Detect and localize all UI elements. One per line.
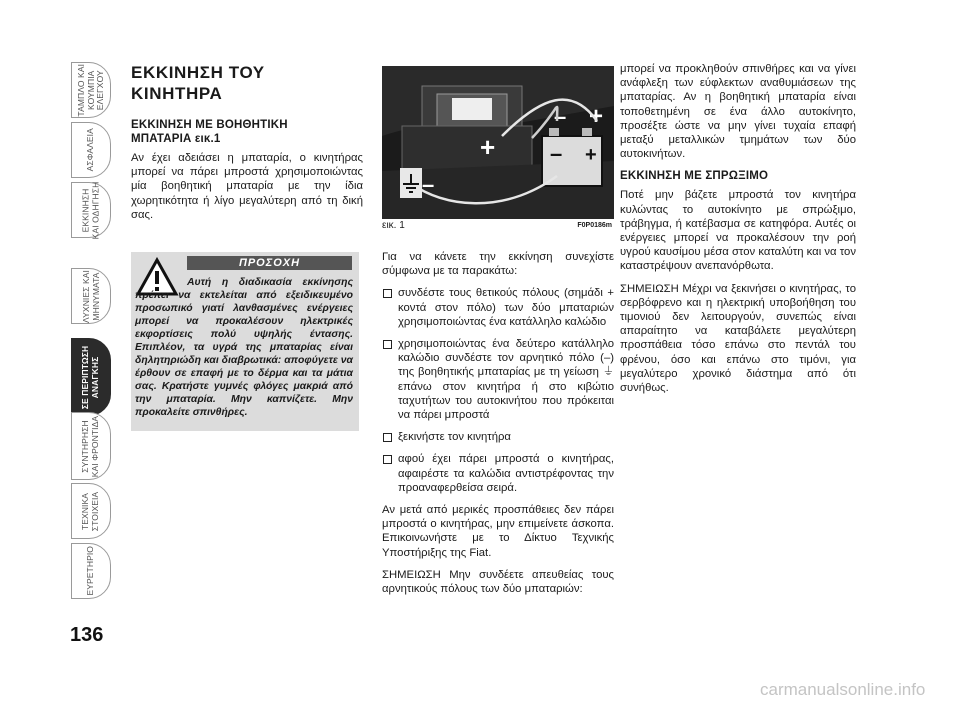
tab-label: ΕΥΡΕΤΗΡΙΟ — [85, 546, 96, 596]
tab-safety[interactable] — [71, 122, 111, 178]
jump-start-illustration — [382, 66, 614, 219]
tab-label: ΤΑΜΠΛΟ ΚΑΙ ΚΟΥΜΠΙΑ ΕΛΕΓΧΟΥ — [75, 63, 105, 117]
svg-text:–: – — [554, 104, 567, 129]
column-3 — [620, 62, 856, 403]
tab-technical-data[interactable] — [71, 483, 111, 539]
section-heading-jump-start — [131, 118, 363, 146]
checkbox-bullet-icon — [383, 455, 392, 464]
column-2 — [382, 250, 614, 604]
servo-note-paragraph: ΣΗΜΕΙΩΣΗ Μέχρι να ξεκινήσει ο κινητήρας, το σερβόφρενο και η ηλεκτρική υποβοήθηση του τιμονιού δεν λειτουργούν, συνεπώς είναι απαραίτητο να καταβάλετε μεγαλύτερη προσπάθεια τόσο επάνω στο πεντάλ του φρένου, όσο και επάνω στο τιμόνι, για μεγαλύτερο χρονικό διάστημα από ότι συνήθως. — [620, 282, 856, 395]
list-item-text: αφού έχει πάρει μπροστά ο κινητήρας, αφαιρέστε τα καλώδια αντιστρέφοντας την προαναφερθείσα σειρά. — [398, 453, 614, 494]
figure-caption: εικ. 1 — [382, 220, 405, 231]
jump-start-figure — [382, 66, 614, 219]
tab-index[interactable] — [71, 543, 111, 599]
subheading-line-1: ΕΚΚΙΝΗΣΗ ΜΕ ΒΟΗΘΗΤΙΚΗ — [131, 119, 288, 131]
warning-box — [131, 252, 359, 431]
tab-label: ΣΕ ΠΕΡΙΠΤΩΣΗ ΑΝΑΓΚΗΣ — [80, 345, 100, 409]
tab-dashboard-controls[interactable] — [71, 62, 111, 118]
svg-text:–: – — [550, 141, 563, 166]
intro-paragraph: Αν έχει αδειάσει η μπαταρία, ο κινητήρας μπορεί να πάρει μπροστά χρησιμοποιώντας μία βοηθητική μπαταρία με την ίδια χωρητικότητα ή λίγο μεγαλύτερη από τη δική σας. — [131, 152, 363, 221]
tab-label: ΑΣΦΑΛΕΙΑ — [85, 128, 96, 172]
page-number: 136 — [70, 624, 104, 646]
tab-label: ΕΚΚΙΝΗΣΗ ΚΑΙ ΟΔΗΓΗΣΗ — [80, 181, 100, 239]
svg-text:–: – — [422, 172, 435, 197]
warning-heading: ΠΡΟΣΟΧΗ — [187, 256, 352, 270]
steps-intro: Για να κάνετε την εκκίνηση συνεχίστε σύμφωνα με τα παρακάτω: — [382, 251, 614, 278]
subheading-line-2: ΜΠΑΤΑΡΙΑ εικ.1 — [131, 133, 221, 145]
section-heading-push-start: ΕΚΚΙΝΗΣΗ ΜΕ ΣΠΡΩΞΙΜΟ — [620, 170, 769, 183]
sparks-paragraph: μπορεί να προκληθούν σπινθήρες και να γίνει ανάφλεξη των εύφλεκτων αναθυμιάσεων της μπαταρίας. Αν η βοηθητική μπαταρία είναι τοποθετημένη σε ένα άλλο αυτοκίνητο, προσέξτε ώστε να μην γίνει τυχαία επαφή μεταξύ μεταλλικών τμημάτων των δύο αυτοκινήτων. — [620, 63, 856, 161]
tab-label: ΤΕΧΝΙΚΑ ΣΤΟΙΧΕΙΑ — [80, 491, 100, 531]
warning-text: Αυτή η διαδικασία εκκίνησης πρέπει να εκτελείται από εξειδικευμένο προσωπικό γιατί λανθασμένες ενέργειες μπορεί να προκαλέσουν ηλεκτρικές εκφορτίσεις πολύ υψηλής έντασης. Επιπλέον, τα υγρά της μπαταρίας είναι δηλητηριώδη και διαβρωτικά: αποφύγετε να έρθουν σε επαφή με το δέρμα και τα μάτια σας. Κρατήστε γυμνές φλόγες μακριά από την μπαταρία. Μην καπνίζετε. Μην προκαλείτε σπινθήρες. — [135, 277, 353, 418]
push-start-paragraph: Ποτέ μην βάζετε μπροστά τον κινητήρα κυλώντας το αυτοκίνητο με σπρώξιμο, τράβηγμα, ή κατέβασμα σε κατηφόρα. Αυτές οι ενέργειες μπορεί να προκαλέσουν την ροή υγρού καυσίμου μέσα στον καταλύτη και να τον καταστρέψουν ανεπανόρθωτα. — [620, 189, 856, 273]
list-item — [382, 286, 614, 329]
tab-emergency[interactable] — [71, 338, 111, 416]
tab-label: ΣΥΝΤΗΡΗΣΗ ΚΑΙ ΦΡΟΝΤΙΔΑ — [80, 415, 100, 477]
list-item-text: ξεκινήστε τον κινητήρα — [398, 431, 511, 444]
list-item — [382, 452, 614, 495]
title-line-2: ΚΙΝΗΤΗΡΑ — [131, 84, 223, 103]
note-paragraph: ΣΗΜΕΙΩΣΗ Μην συνδέετε απευθείας τους αρνητικούς πόλους των δύο μπαταριών: — [382, 568, 614, 596]
checkbox-bullet-icon — [383, 289, 392, 298]
tab-starting-driving[interactable] — [71, 182, 111, 238]
page-title — [131, 62, 363, 104]
tab-warning-lights[interactable] — [71, 268, 111, 324]
tab-label: ΛΥΧΝΙΕΣ ΚΑΙ ΜΗΝΥΜΑΤΑ — [80, 269, 101, 323]
figure-code: F0P0186m — [577, 222, 612, 229]
watermark: carmanualsonline.info — [760, 680, 926, 699]
list-item — [382, 337, 614, 422]
retry-paragraph: Αν μετά από μερικές προσπάθειες δεν πάρει μπροστά ο κινητήρας, μην επιμείνετε άσκοπα. Επικοινωνήστε με το Δίκτυο Τεχνικής Υποστήριξης της Fiat. — [382, 504, 614, 559]
svg-text:+: + — [585, 144, 597, 166]
list-item-text: χρησιμοποιώντας ένα δεύτερο κατάλληλο καλώδιο συνδέστε τον αρνητικό πόλο (–) της βοηθητικής μπαταρίας με τη γείωση ⏚ επάνω στον κινητήρα ή στο κιβώτιο ταχυτήτων του αυτοκινήτου που πρόκειται να πάρει μπροστά — [398, 338, 614, 422]
checkbox-bullet-icon — [383, 340, 392, 349]
list-item-text: συνδέστε τους θετικούς πόλους (σημάδι + κοντά στον πόλο) των δύο μπαταριών χρησιμοποιώντας ένα κατάλληλο καλώδιο — [398, 287, 614, 328]
checkbox-bullet-icon — [383, 433, 392, 442]
tab-maintenance[interactable] — [71, 412, 111, 480]
svg-text:+: + — [480, 132, 496, 162]
title-line-1: ΕΚΚΙΝΗΣΗ ΤΟΥ — [131, 63, 265, 82]
column-1 — [131, 62, 363, 230]
list-item — [382, 430, 614, 444]
svg-text:+: + — [589, 103, 604, 130]
